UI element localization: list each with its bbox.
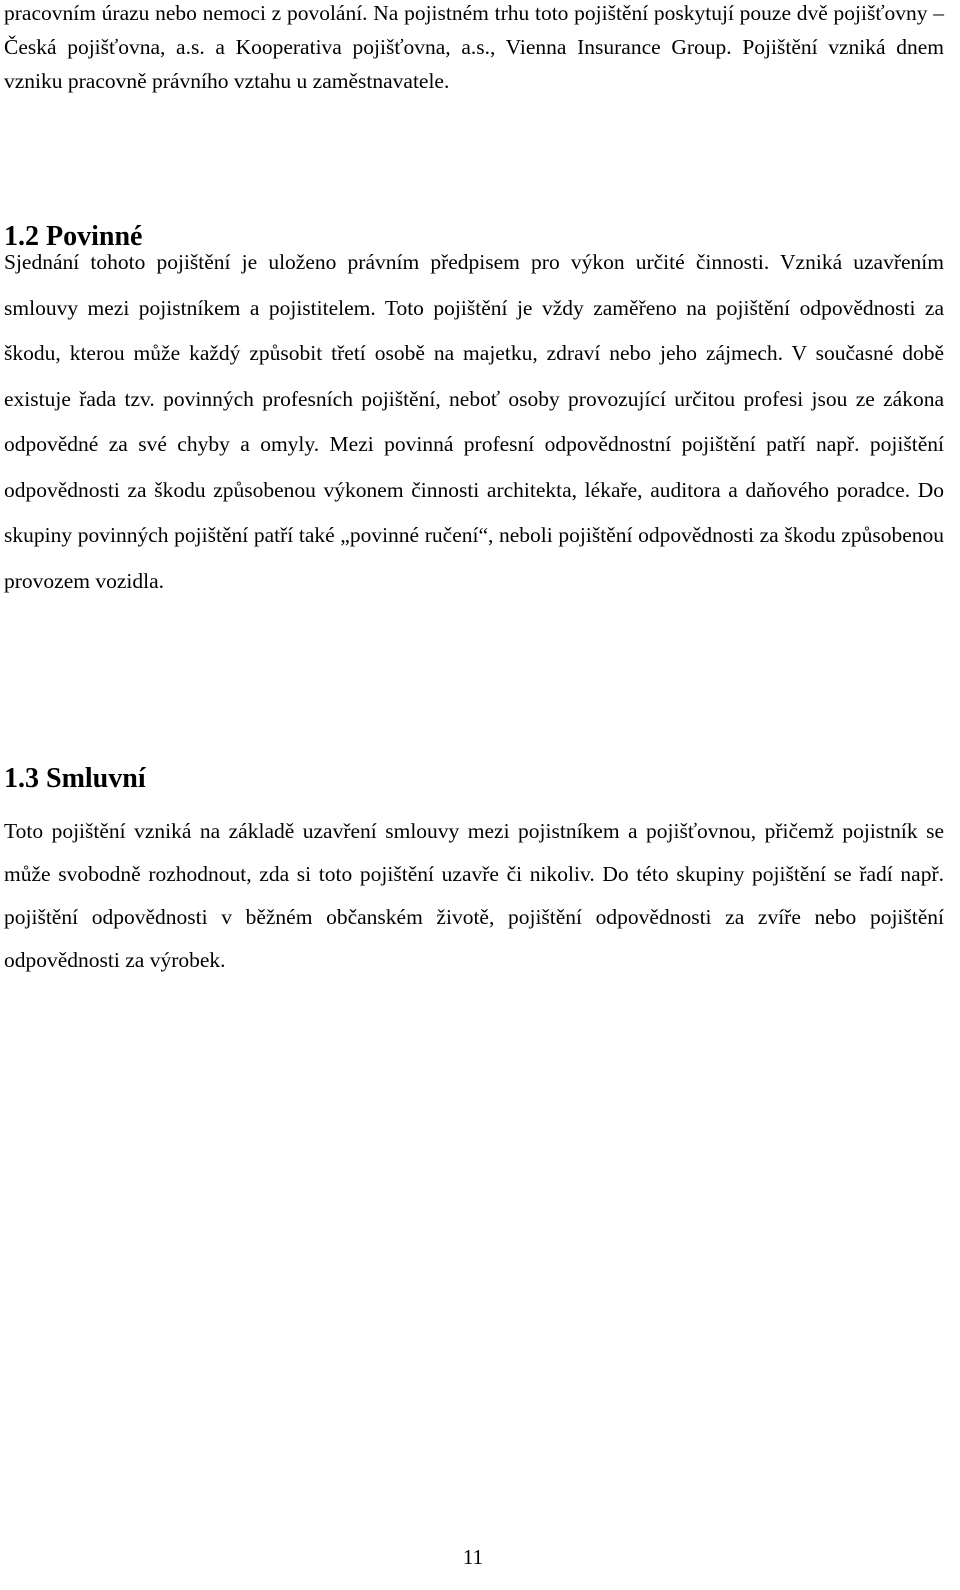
section-heading-smluvni: 1.3 Smluvní [4, 763, 146, 794]
section-heading-povinne: 1.2 Povinné [4, 221, 143, 252]
intro-paragraph: pracovním úrazu nebo nemoci z povolání. Na pojistném trhu toto pojištění poskytují pouze dvě pojišťovny – Česká pojišťovna, a.s. a Kooperativa pojišťovna, a.s., Vienna Insurance Group. Pojištění vzniká dnem vzniku pracovně právního vztahu u zaměstnavatele. [4, 1, 944, 93]
page-number: 11 [462, 1545, 484, 1569]
section-paragraph-smluvni: Toto pojištění vzniká na základě uzavření smlouvy mezi pojistníkem a pojišťovnou, přičemž pojistník se může svobodně rozhodnout, zda si toto pojištění uzavře či nikoliv. Do této skupiny pojištění se řadí např. pojištění odpovědnosti v běžném občanském životě, pojištění odpovědnosti za zvíře nebo pojištění odpovědnosti za výrobek. [4, 819, 944, 972]
section-paragraph-povinne: Sjednání tohoto pojištění je uloženo právním předpisem pro výkon určité činnosti. Vzniká uzavřením smlouvy mezi pojistníkem a pojistitelem. Toto pojištění je vždy zaměřeno na pojištění odpovědnosti za škodu, kterou může každý způsobit třetí osobě na majetku, zdraví nebo jeho zájmech. V současné době existuje řada tzv. povinných profesních pojištění, neboť osoby provozující určitou profesi jsou ze zákona odpovědné za své chyby a omyly. Mezi povinná profesní odpovědnostní pojištění patří např. pojištění odpovědnosti za škodu způsobenou výkonem činnosti architekta, lékaře, auditora a daňového poradce. Do skupiny povinných pojištění patří také „povinné ručení“, neboli pojištění odpovědnosti za škodu způsobenou provozem vozidla. [4, 250, 944, 593]
